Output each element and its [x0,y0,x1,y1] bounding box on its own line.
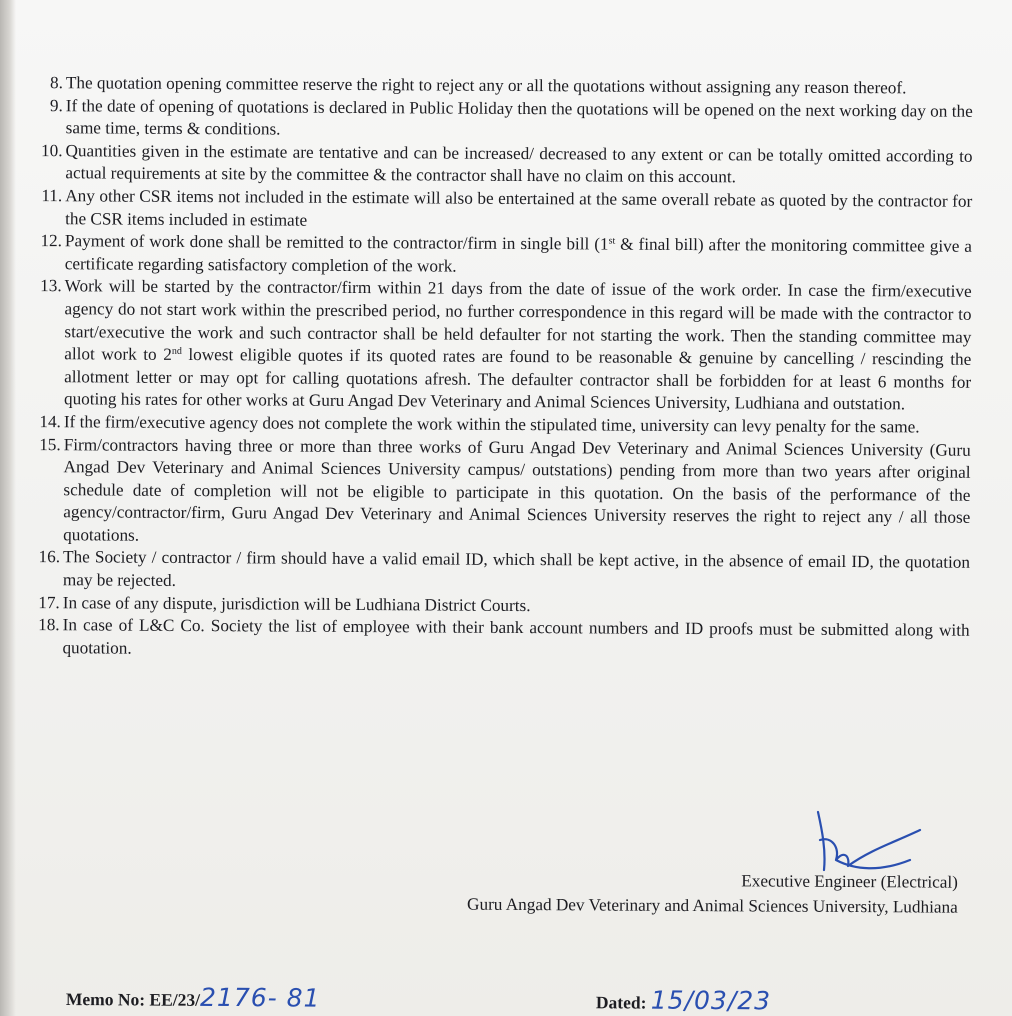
terms-section [24,72,973,665]
memo-handwritten-number: 2176- 81 [199,982,321,1013]
signatory-title: Executive Engineer (Electrical) [741,871,958,892]
term-text: Any other CSR items not included in the estimate will also be entertained at the same overall rebate as quoted by the contractor for the CSR items included in estimate [65,186,973,230]
term-item [25,546,970,597]
term-number: 11. [41,186,63,206]
term-number: 18. [38,615,60,635]
term-number: 9. [49,95,63,115]
memo-number [66,982,321,1013]
term-item [28,95,973,146]
term-item [26,275,972,416]
dated-handwritten-value: 15/03/23 [650,985,772,1016]
term-text: In case of L&C Co. Society the list of employee with their bank account numbers and ID proofs must be submitted along with quotation. [62,615,970,658]
term-number: 12. [40,231,63,251]
term-number: 15. [39,434,61,454]
term-text: If the date of opening of quotations is declared in Public Holiday then the quotations will be opened on the next working day on the same time, terms & conditions. [65,95,973,139]
term-text: Quantities given in the estimate are tentative and can be increased/ decreased to any extent or can be totally omitted according to actual requirements at site by the committee & the contractor shall have no claim on this account. [65,141,973,187]
terms-list [24,72,973,665]
term-text: In case of any dispute, jurisdiction will be Ludhiana District Courts. [62,592,531,615]
term-number: 17. [38,592,60,612]
memo-label: Memo No: EE/23/ [65,988,201,1010]
term-text: The Society / contractor / firm should have a valid email ID, which shall be kept active, in the absence of email ID, the quotation may be rejected. [62,547,971,590]
memo-footer [66,982,966,1016]
term-number: 14. [39,411,61,432]
term-number: 10. [40,140,63,160]
signatory-organization: Guru Angad Dev Veterinary and Animal Sciences University, Ludhiana [467,894,958,917]
memo-date [596,985,771,1015]
term-number: 16. [38,547,61,567]
term-item [24,614,969,665]
page-edge-shadow [0,0,16,1016]
term-item [25,433,971,552]
term-text: Payment of work done shall be remitted to the contractor/firm in single bill (1st & final bill) after the monitoring committee give a certificate regarding satisfactory completion of the work. [64,231,973,276]
term-text: The quotation opening committee reserve the right to reject any or all the quotations without assigning any reason thereof. [65,73,907,98]
term-text: Work will be started by the contractor/firm within 21 days from the date of issue of the work order. In case the firm/executive agency do not start work within the prescribed period, no further correspondence in this regard will be made with the contractor to start/executive the work and such contractor shall be held defaulter for not starting the work. Then the standing committee may allot work to 2nd lowest eligible quotes if its quoted rates are found to be reasonable & genuine by cancelling / rescinding the allotment letter or may opt for calling quotations afresh. The defaulter contractor shall be forbidden for at least 6 months for quoting his rates for other works at Guru Angad Dev Veterinary and Animal Sciences University, Ludhiana and outstation. [63,276,972,414]
signatory-block [28,864,958,920]
term-number: 13. [40,276,62,296]
dated-label: Dated: [595,992,647,1013]
term-item [27,185,972,236]
term-number: 8. [49,73,63,93]
term-item [27,140,972,191]
term-text: Firm/contractors having three or more than three works of Guru Angad Dev Veterinary and Animal Sciences University (Guru Angad Dev Veterinary and Animal Sciences University campus/ outstations) pending from more than two years after original schedule date of completion will not be eligible to participate in this quotation. On the basis of the performance of the agency/contractor/firm, Guru Angad Dev Veterinary and Animal Sciences University reserves the right to reject any / all those quotations. [63,434,971,545]
term-text: If the firm/executive agency does not complete the work within the stipulated time, university can levy penalty for the same. [63,412,920,437]
term-item [27,230,972,281]
